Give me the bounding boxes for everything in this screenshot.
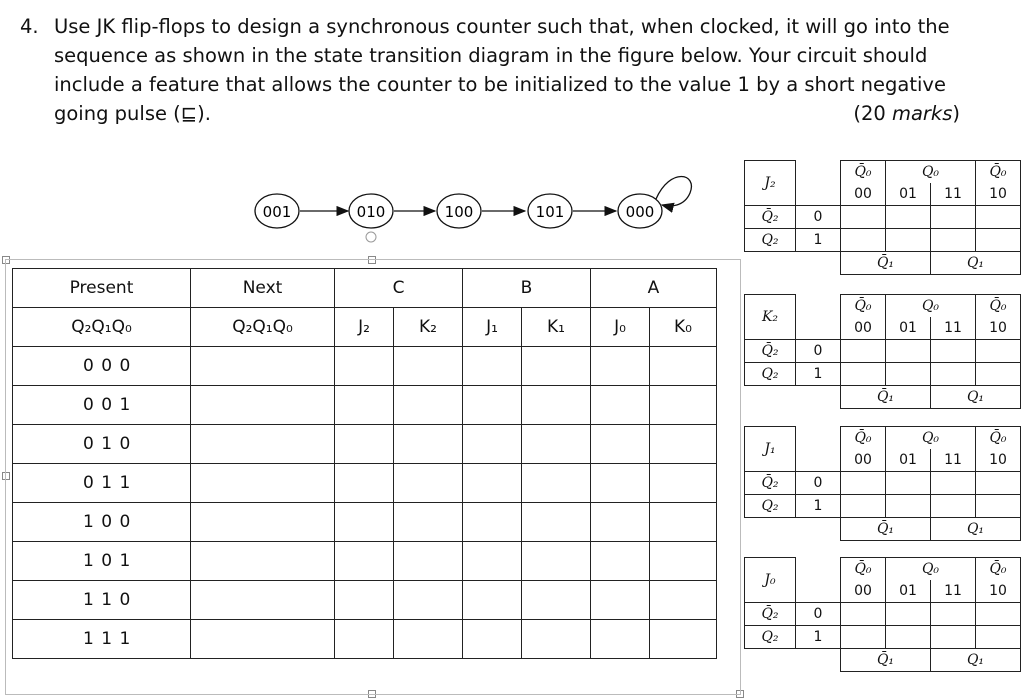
kmap-cell[interactable]	[976, 363, 1021, 386]
kmap-cell[interactable]	[841, 472, 886, 495]
kmap-row-value: 1	[796, 626, 841, 649]
kmap-row-label: Q₂	[745, 626, 796, 649]
table-row	[13, 620, 717, 659]
kmap-cell[interactable]	[976, 603, 1021, 626]
input-cell[interactable]	[394, 347, 463, 386]
kmap-col-code: 01	[886, 449, 931, 472]
kmap-col-code: 00	[841, 580, 886, 603]
input-cell[interactable]	[522, 386, 591, 425]
next-cell[interactable]	[191, 386, 335, 425]
question-line-3: include a feature that allows the counter to be initialized to the value 1 by a short negative	[54, 73, 946, 96]
table-row	[13, 386, 717, 425]
state-transition-diagram	[250, 165, 700, 245]
present-sub-header: Q₂Q₁Q₀	[13, 308, 191, 347]
kmap-row-value: 0	[796, 603, 841, 626]
next-cell[interactable]	[191, 425, 335, 464]
state-node	[255, 194, 299, 228]
kmap-col-code: 00	[841, 449, 886, 472]
kmap-col-bar-label: Q̄₀	[841, 295, 886, 318]
input-cell[interactable]	[463, 503, 522, 542]
kmap-row-value: 0	[796, 206, 841, 229]
input-cell[interactable]	[394, 620, 463, 659]
kmap-col-mid-label: Q₀	[886, 558, 976, 581]
present-state-cell: 0 1 1	[13, 464, 191, 503]
kmap-col-bar-label: Q̄₀	[976, 558, 1021, 581]
kmap-label: K₂	[745, 295, 796, 340]
kmap-cell[interactable]	[841, 603, 886, 626]
kmap-col-code: 11	[931, 183, 976, 206]
kmap-col-bar-label: Q̄₀	[976, 161, 1021, 184]
input-cell[interactable]	[591, 347, 650, 386]
input-cell[interactable]	[591, 542, 650, 581]
kmap-col-mid-label: Q₀	[886, 161, 976, 184]
kmap-row-label: Q̄₂	[745, 340, 796, 363]
kmap-col-code: 10	[976, 580, 1021, 603]
input-cell[interactable]	[335, 464, 394, 503]
input-cell[interactable]	[522, 503, 591, 542]
kmap-row-value: 1	[796, 229, 841, 252]
next-cell[interactable]	[191, 464, 335, 503]
input-cell[interactable]	[394, 581, 463, 620]
kmap-row-value: 0	[796, 472, 841, 495]
kmap-col-mid-label: Q₀	[886, 295, 976, 318]
kmap-grid	[744, 426, 1021, 541]
kmap-cell[interactable]	[886, 229, 931, 252]
input-cell[interactable]	[591, 503, 650, 542]
kmap-col-code: 01	[886, 580, 931, 603]
input-cell[interactable]	[463, 425, 522, 464]
input-cell[interactable]	[463, 581, 522, 620]
kmap-cell[interactable]	[931, 626, 976, 649]
next-sub-header: Q₂Q₁Q₀	[191, 308, 335, 347]
kmap-bottom-label: Q₁	[931, 252, 1021, 275]
karnaugh-map	[744, 426, 1021, 541]
input-header: J₀	[591, 308, 650, 347]
input-cell[interactable]	[463, 542, 522, 581]
next-cell[interactable]	[191, 542, 335, 581]
input-cell[interactable]	[394, 503, 463, 542]
kmap-cell[interactable]	[931, 603, 976, 626]
input-cell[interactable]	[522, 464, 591, 503]
question-line-4: going pulse (⊑).	[54, 102, 211, 125]
table-row	[13, 503, 717, 542]
svg-text:100: 100	[444, 203, 474, 221]
kmap-cell[interactable]	[886, 626, 931, 649]
kmap-col-bar-label: Q̄₀	[841, 558, 886, 581]
input-header: K₁	[522, 308, 591, 347]
kmap-grid	[744, 160, 1021, 275]
svg-text:101: 101	[535, 203, 565, 221]
kmap-row-label: Q₂	[745, 229, 796, 252]
kmap-bottom-bar-label: Q̄₁	[841, 252, 931, 275]
input-cell[interactable]	[650, 581, 717, 620]
kmap-cell[interactable]	[931, 472, 976, 495]
kmap-row-label: Q₂	[745, 495, 796, 518]
state-table	[12, 268, 717, 659]
kmap-cell[interactable]	[886, 340, 931, 363]
input-cell[interactable]	[335, 542, 394, 581]
kmap-label: J₀	[745, 558, 796, 603]
kmap-cell[interactable]	[886, 206, 931, 229]
present-state-cell: 1 1 1	[13, 620, 191, 659]
kmap-cell[interactable]	[841, 206, 886, 229]
kmap-row-label: Q̄₂	[745, 603, 796, 626]
kmap-col-code: 00	[841, 317, 886, 340]
input-cell[interactable]	[591, 581, 650, 620]
kmap-cell[interactable]	[841, 626, 886, 649]
group-header-b: B	[463, 269, 591, 308]
svg-text:010: 010	[356, 203, 386, 221]
input-cell[interactable]	[394, 425, 463, 464]
input-cell[interactable]	[650, 542, 717, 581]
kmap-col-code: 10	[976, 449, 1021, 472]
group-header-a: A	[591, 269, 717, 308]
kmap-col-bar-label: Q̄₀	[841, 161, 886, 184]
table-header-row	[13, 269, 717, 308]
kmap-col-code: 10	[976, 183, 1021, 206]
kmap-cell[interactable]	[931, 495, 976, 518]
present-state-cell: 1 1 0	[13, 581, 191, 620]
input-cell[interactable]	[335, 425, 394, 464]
input-cell[interactable]	[591, 386, 650, 425]
next-header: Next	[191, 269, 335, 308]
kmap-grid	[744, 557, 1021, 672]
kmap-cell[interactable]	[841, 340, 886, 363]
present-state-cell: 0 0 1	[13, 386, 191, 425]
table-row	[13, 347, 717, 386]
table-row	[13, 464, 717, 503]
kmap-cell[interactable]	[841, 495, 886, 518]
state-node	[528, 194, 572, 228]
next-cell[interactable]	[191, 503, 335, 542]
kmap-row-value: 0	[796, 340, 841, 363]
input-cell[interactable]	[591, 425, 650, 464]
kmap-row-value: 1	[796, 495, 841, 518]
state-node	[437, 194, 481, 228]
kmap-col-bar-label: Q̄₀	[976, 427, 1021, 450]
kmap-cell[interactable]	[976, 472, 1021, 495]
input-cell[interactable]	[463, 347, 522, 386]
kmap-cell[interactable]	[976, 626, 1021, 649]
input-cell[interactable]	[650, 464, 717, 503]
kmap-cell[interactable]	[886, 495, 931, 518]
table-subheader-row	[13, 308, 717, 347]
input-header: K₂	[394, 308, 463, 347]
input-cell[interactable]	[591, 620, 650, 659]
kmap-cell[interactable]	[931, 363, 976, 386]
kmap-cell[interactable]	[976, 340, 1021, 363]
next-cell[interactable]	[191, 347, 335, 386]
state-node	[349, 194, 393, 228]
kmap-col-code: 11	[931, 580, 976, 603]
input-cell[interactable]	[335, 581, 394, 620]
input-cell[interactable]	[522, 620, 591, 659]
karnaugh-map	[744, 160, 1021, 275]
input-cell[interactable]	[335, 386, 394, 425]
input-cell[interactable]	[522, 425, 591, 464]
input-cell[interactable]	[394, 542, 463, 581]
kmap-cell[interactable]	[931, 229, 976, 252]
kmap-bottom-bar-label: Q̄₁	[841, 649, 931, 672]
self-loop-arrow	[656, 177, 691, 206]
input-cell[interactable]	[335, 620, 394, 659]
input-cell[interactable]	[522, 581, 591, 620]
present-header: Present	[13, 269, 191, 308]
kmap-grid	[744, 294, 1021, 409]
input-cell[interactable]	[650, 347, 717, 386]
kmap-row-value: 1	[796, 363, 841, 386]
kmap-col-code: 01	[886, 183, 931, 206]
table-row	[13, 425, 717, 464]
kmap-cell[interactable]	[886, 472, 931, 495]
kmap-cell[interactable]	[976, 206, 1021, 229]
question-line-2: sequence as shown in the state transition diagram in the figure below. Your circuit should	[54, 44, 928, 67]
kmap-label: J₂	[745, 161, 796, 206]
kmap-row-label: Q̄₂	[745, 206, 796, 229]
input-cell[interactable]	[463, 620, 522, 659]
question-line-1: Use JK flip-flops to design a synchronous counter such that, when clocked, it will go into the	[54, 15, 950, 38]
input-cell[interactable]	[522, 542, 591, 581]
kmap-col-code: 11	[931, 317, 976, 340]
next-cell[interactable]	[191, 581, 335, 620]
kmap-bottom-label: Q₁	[931, 649, 1021, 672]
input-header: J₂	[335, 308, 394, 347]
kmap-label: J₁	[745, 427, 796, 472]
kmap-bottom-label: Q₁	[931, 518, 1021, 541]
input-cell[interactable]	[463, 386, 522, 425]
kmap-cell[interactable]	[976, 495, 1021, 518]
table-row	[13, 581, 717, 620]
kmap-bottom-bar-label: Q̄₁	[841, 386, 931, 409]
input-cell[interactable]	[591, 464, 650, 503]
input-cell[interactable]	[335, 503, 394, 542]
kmap-bottom-bar-label: Q̄₁	[841, 518, 931, 541]
present-state-cell: 1 0 0	[13, 503, 191, 542]
kmap-cell[interactable]	[931, 340, 976, 363]
svg-text:001: 001	[262, 203, 292, 221]
kmap-row-label: Q̄₂	[745, 472, 796, 495]
kmap-row-label: Q₂	[745, 363, 796, 386]
present-state-cell: 0 0 0	[13, 347, 191, 386]
kmap-bottom-label: Q₁	[931, 386, 1021, 409]
input-cell[interactable]	[394, 464, 463, 503]
svg-text:000: 000	[625, 203, 655, 221]
kmap-cell[interactable]	[841, 229, 886, 252]
input-cell[interactable]	[335, 347, 394, 386]
question-marks: (20 marks)	[853, 102, 960, 125]
question-number: 4.	[20, 15, 39, 38]
present-state-cell: 0 1 0	[13, 425, 191, 464]
present-state-cell: 1 0 1	[13, 542, 191, 581]
kmap-cell[interactable]	[886, 603, 931, 626]
table-row	[13, 542, 717, 581]
state-node	[618, 194, 662, 228]
group-header-c: C	[335, 269, 463, 308]
input-cell[interactable]	[394, 386, 463, 425]
input-cell[interactable]	[650, 386, 717, 425]
kmap-col-mid-label: Q₀	[886, 427, 976, 450]
input-cell[interactable]	[650, 425, 717, 464]
kmap-col-code: 00	[841, 183, 886, 206]
kmap-col-code: 10	[976, 317, 1021, 340]
kmap-cell[interactable]	[931, 206, 976, 229]
input-cell[interactable]	[650, 620, 717, 659]
input-cell[interactable]	[522, 347, 591, 386]
kmap-col-bar-label: Q̄₀	[841, 427, 886, 450]
input-cell[interactable]	[463, 464, 522, 503]
karnaugh-map	[744, 557, 1021, 672]
kmap-col-bar-label: Q̄₀	[976, 295, 1021, 318]
kmap-cell[interactable]	[886, 363, 931, 386]
kmap-cell[interactable]	[976, 229, 1021, 252]
next-cell[interactable]	[191, 620, 335, 659]
input-cell[interactable]	[650, 503, 717, 542]
input-header: K₀	[650, 308, 717, 347]
karnaugh-map	[744, 294, 1021, 409]
kmap-col-code: 01	[886, 317, 931, 340]
rotate-handle-icon[interactable]	[366, 232, 376, 242]
kmap-col-code: 11	[931, 449, 976, 472]
kmap-cell[interactable]	[841, 363, 886, 386]
input-header: J₁	[463, 308, 522, 347]
